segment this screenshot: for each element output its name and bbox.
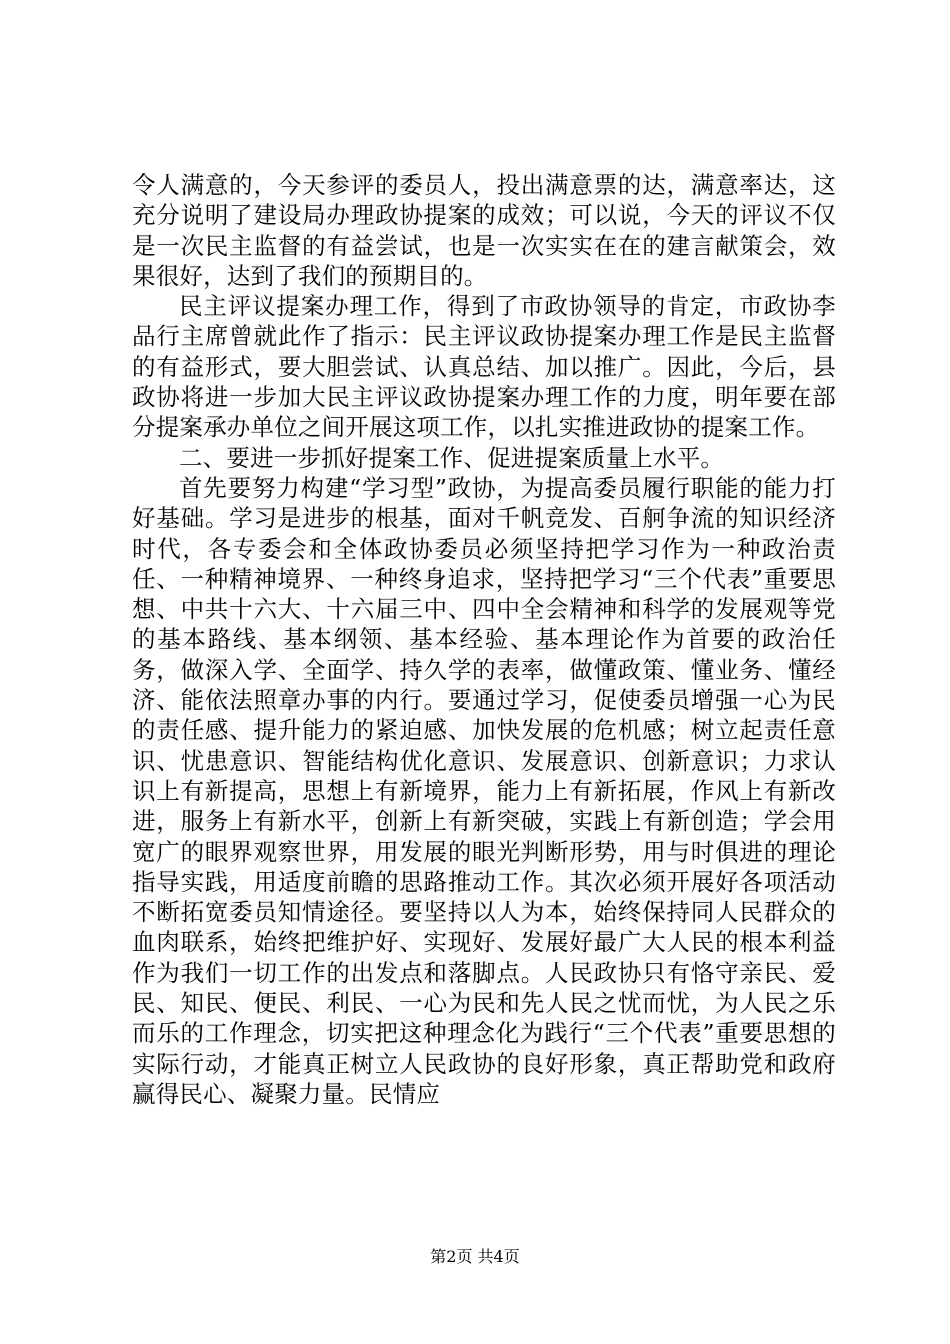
document-body [132,170,836,1109]
section-heading: 二、要进一步抓好提案工作、促进提案质量上水平。 [179,443,725,472]
paragraph-2: 民主评议提案办理工作，得到了市政协领导的肯定，市政协李品行主席曾就此作了指示：民主评议政协提案办理工作是民主监督的有益形式，要大胆尝试、认真总结、加以推广。因此，今后，县政协将进一步加大民主评议政协提案办理工作的力度，明年要在部分提案承办单位之间开展这项工作，以扎实推进政协的提案工作。 [132,292,836,442]
page-number-footer: 第2页 共4页 [430,1247,520,1266]
paragraph-1: 令人满意的，今天参评的委员人，投出满意票的达，满意率达，这充分说明了建设局办理政协提案的成效；可以说，今天的评议不仅是一次民主监督的有益尝试，也是一次实实在在的建言献策会，效果很好，达到了我们的预期目的。 [132,171,836,290]
paragraph-3: 首先要努力构建“学习型”政协，为提高委员履行职能的能力打好基础。学习是进步的根基，面对千帆竞发、百舸争流的知识经济时代，各专委会和全体政协委员必须坚持把学习作为一种政治责任、一种精神境界、一种终身追求，坚持把学习“三个代表”重要思想、中共十六大、十六届三中、四中全会精神和科学的发展观等党的基本路线、基本纲领、基本经验、基本理论作为首要的政治任务，做深入学、全面学、持久学的表率，做懂政策、懂业务、懂经济、能依法照章办事的内行。要通过学习，促使委员增强一心为民的责任感、提升能力的紧迫感、加快发展的危机感；树立起责任意识、忧患意识、智能结构优化意识、发展意识、创新意识；力求认识上有新提高，思想上有新境界，能力上有新拓展，作风上有新改进，服务上有新水平，创新上有新突破，实践上有新创造；学会用宽广的眼界观察世界，用发展的眼光判断形势，用与时俱进的理论指导实践，用适度前瞻的思路推动工作。其次必须开展好各项活动不断拓宽委员知情途径。要坚持以人为本，始终保持同人民群众的血肉联系，始终把维护好、实现好、发展好最广大人民的根本利益作为我们一切工作的出发点和落脚点。人民政协只有恪守亲民、爱民、知民、便民、利民、一心为民和先人民之忧而忧，为人民之乐而乐的工作理念，切实把这种理念化为践行“三个代表”重要思想的实际行动，才能真正树立人民政协的良好形象，真正帮助党和政府赢得民心、凝聚力量。民情应 [132,473,836,1108]
